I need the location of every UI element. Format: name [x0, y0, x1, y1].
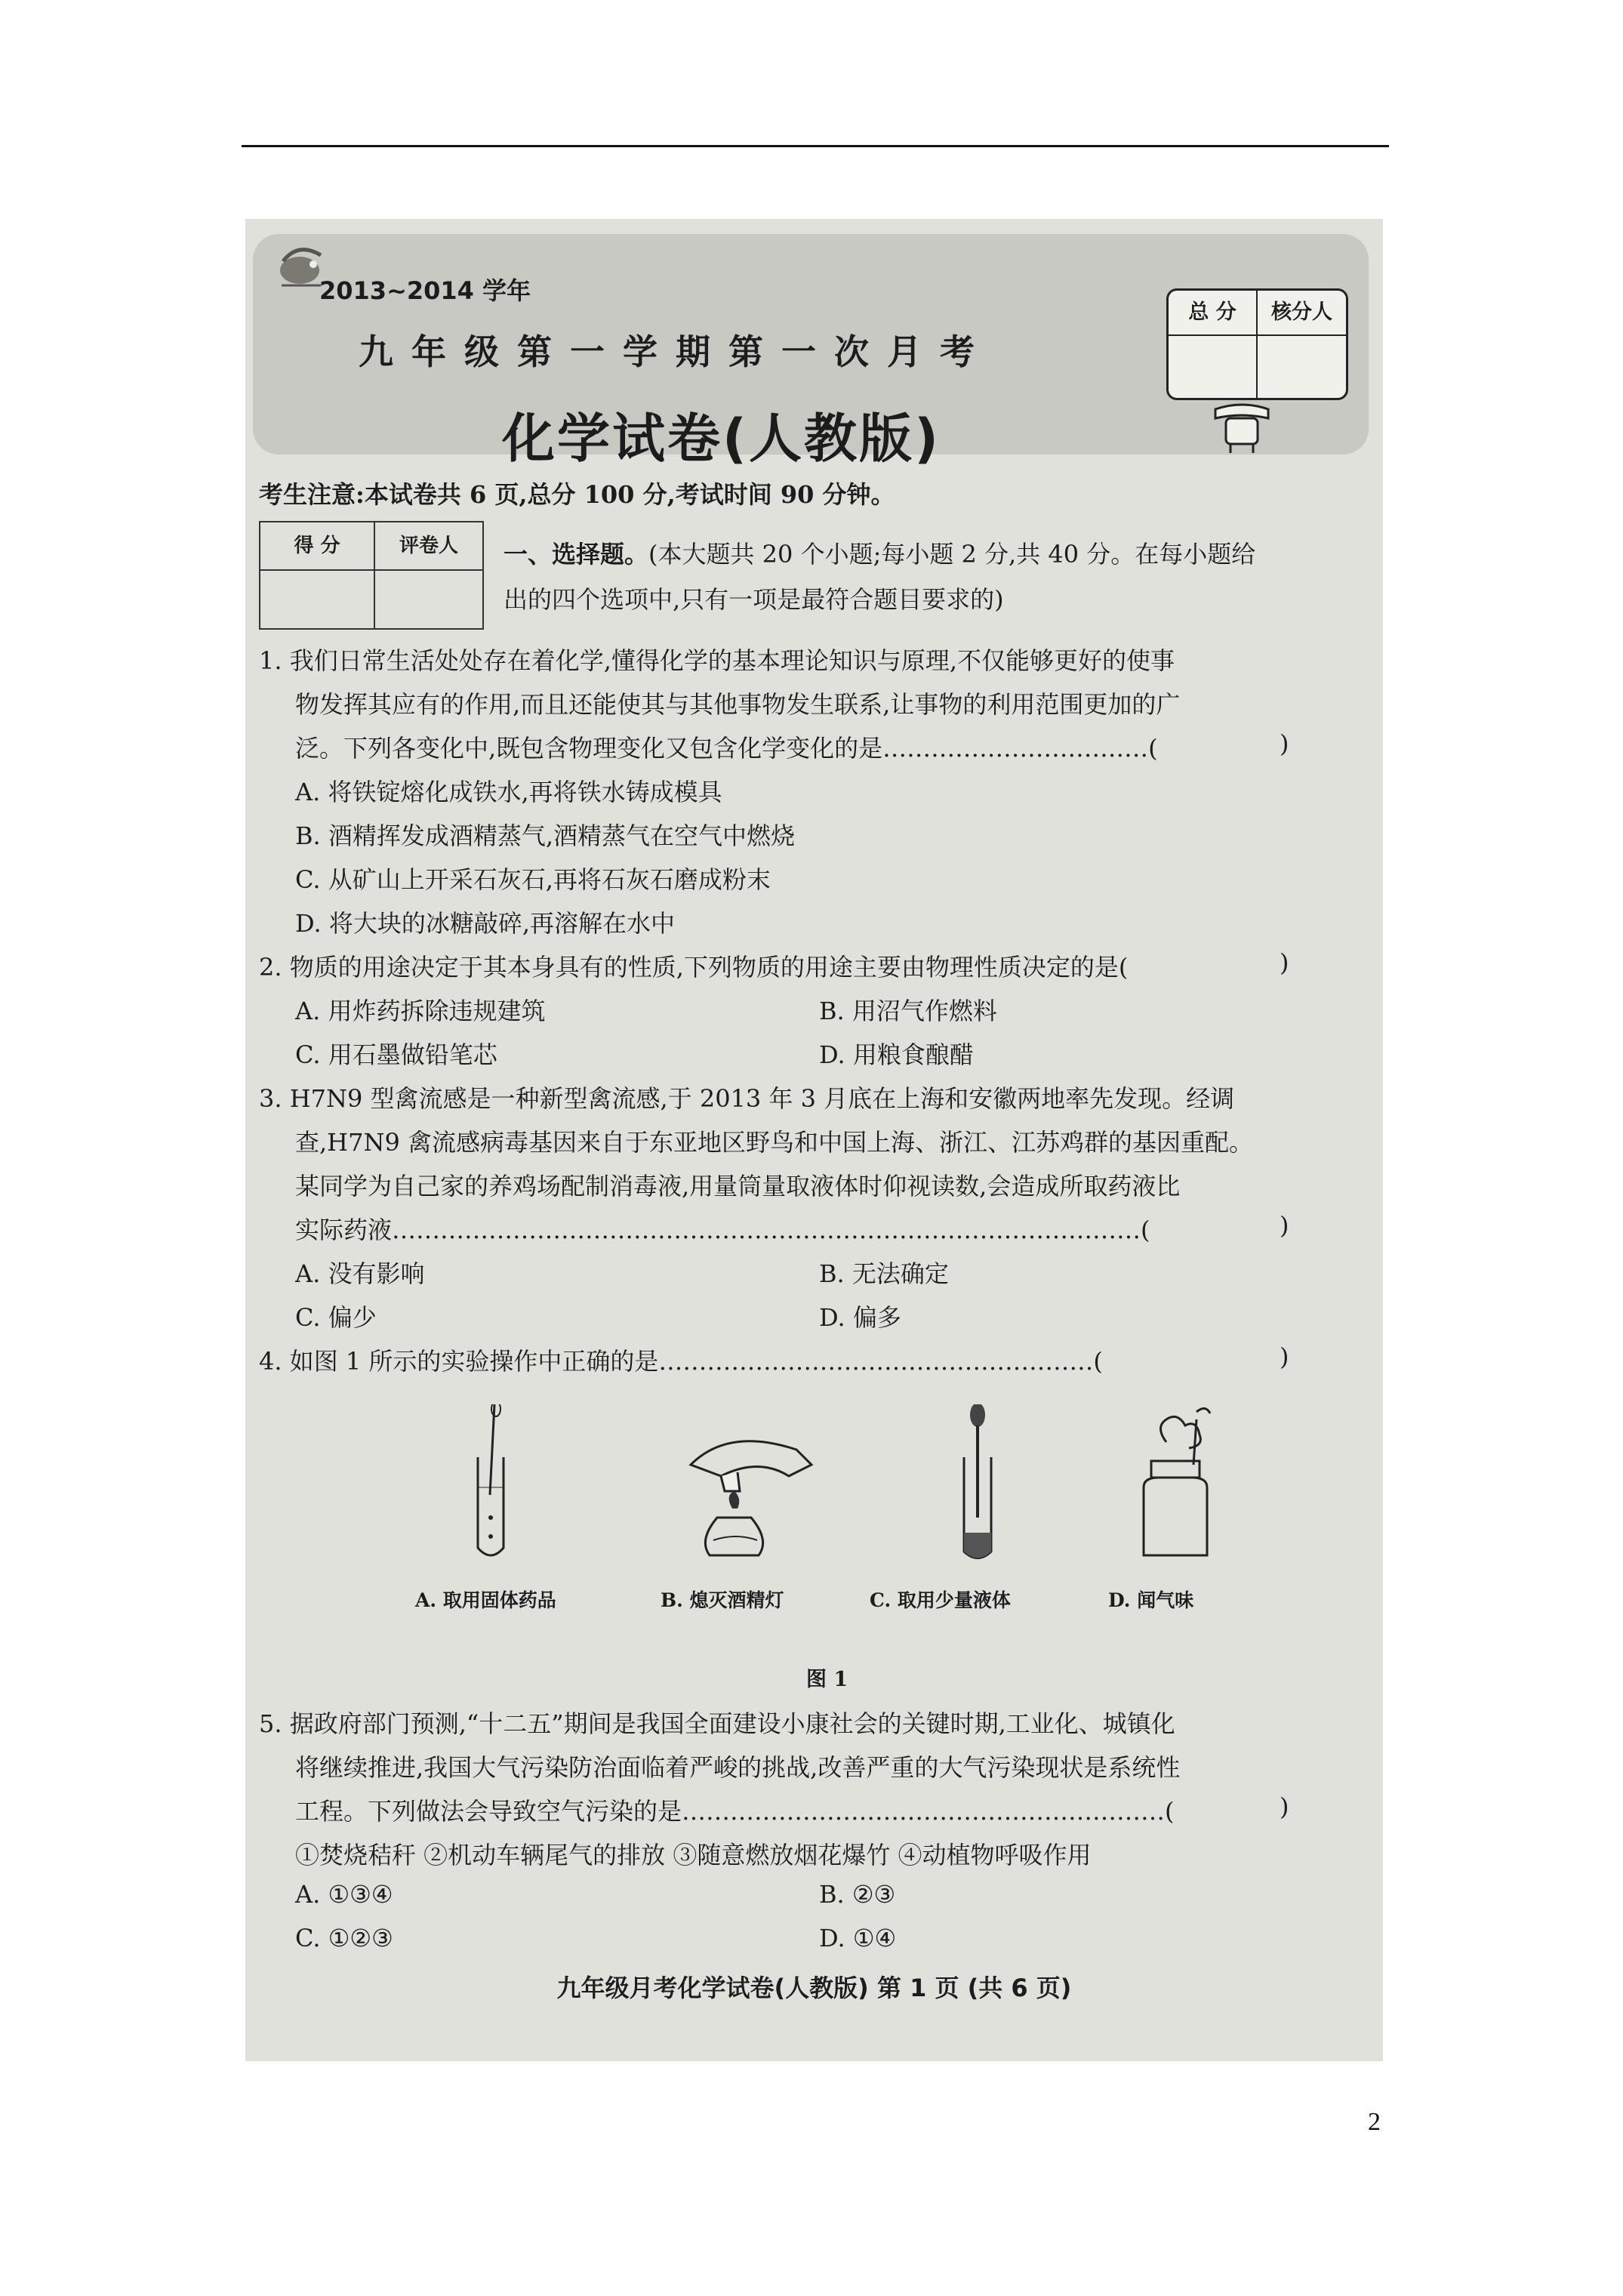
alcohol-lamp-icon: [668, 1419, 827, 1563]
q3-option-d: D. 偏多: [819, 1303, 901, 1332]
grade-table: [259, 521, 484, 630]
answer-paren: ): [1280, 948, 1289, 977]
q5-stem: 工程。下列做法会导致空气污染的是……………………………………………………(: [295, 1797, 1175, 1826]
figure-caption-d: D. 闻气味: [1108, 1589, 1194, 1611]
q2-option-a: A. 用炸药拆除违规建筑: [295, 997, 546, 1025]
section-desc: (本大题共 20 个小题;每小题 2 分,共 40 分。在每小题给: [648, 540, 1256, 569]
box-divider: [1256, 291, 1258, 398]
scanned-exam-page: [245, 219, 1383, 2061]
school-year: 2013~2014 学年: [319, 276, 531, 305]
score-header: 得 分: [294, 535, 340, 557]
q4-stem: 4. 如图 1 所示的实验操作中正确的是………………………………………………(: [259, 1347, 1103, 1376]
figure-caption-c: C. 取用少量液体: [870, 1589, 1011, 1611]
mascot-icon: [1208, 402, 1276, 455]
q2-option-c: C. 用石墨做铅笔芯: [295, 1040, 497, 1069]
score-checker-label: 核分人: [1271, 300, 1332, 324]
q5-stem: 5. 据政府部门预测,“十二五”期间是我国全面建设小康社会的关键时期,工业化、城镇化: [259, 1709, 1175, 1738]
q5-option-c: C. ①②③: [295, 1924, 393, 1952]
exam-subtitle: 化学试卷(人教版): [502, 408, 941, 470]
test-tube-solid-icon: [464, 1404, 517, 1563]
q1-option-d: D. 将大块的冰糖敲碎,再溶解在水中: [295, 909, 676, 938]
q3-stem: 查,H7N9 禽流感病毒基因来自于东亚地区野鸟和中国上海、浙江、江苏鸡群的基因重配。: [295, 1128, 1253, 1157]
total-score-box: [1166, 288, 1348, 400]
exam-notice: 考生注意:本试卷共 6 页,总分 100 分,考试时间 90 分钟。: [259, 480, 895, 509]
total-score-label: 总 分: [1188, 300, 1236, 324]
answer-paren: ): [1280, 1342, 1289, 1371]
q3-stem: 3. H7N9 型禽流感是一种新型禽流感,于 2013 年 3 月底在上海和安徽两地率先发现。经调: [259, 1084, 1235, 1113]
q5-stem: 将继续推进,我国大气污染防治面临着严峻的挑战,改善严重的大气污染现状是系统性: [295, 1753, 1181, 1782]
q5-items: ①焚烧秸秆 ②机动车辆尾气的排放 ③随意燃放烟花爆竹 ④动植物呼吸作用: [295, 1841, 1092, 1869]
figure-title: 图 1: [806, 1668, 848, 1691]
figure-caption-b: B. 熄灭酒精灯: [661, 1589, 784, 1611]
section-title: 一、选择题。: [504, 540, 649, 569]
q5-option-a: A. ①③④: [295, 1880, 393, 1909]
section-heading: [504, 532, 1364, 622]
q1-option-a: A. 将铁锭熔化成铁水,再将铁水铸成模具: [295, 778, 722, 806]
q5-option-d: D. ①④: [819, 1924, 897, 1952]
exam-header-banner: [253, 234, 1369, 470]
q1-stem: 泛。下列各变化中,既包含物理变化又包含化学变化的是……………………………(: [295, 734, 1158, 763]
table-divider: [260, 569, 482, 571]
q3-stem: 实际药液…………………………………………………………………………………(: [295, 1216, 1150, 1244]
table-divider: [374, 522, 375, 628]
q1-option-b: B. 酒精挥发成酒精蒸气,酒精蒸气在空气中燃烧: [295, 821, 796, 850]
q3-stem: 某同学为自己家的养鸡场配制消毒液,用量筒量取液体时仰视读数,会造成所取药液比: [295, 1172, 1181, 1200]
exam-page-footer: 九年级月考化学试卷(人教版) 第 1 页 (共 6 页): [556, 1974, 1072, 2002]
q2-option-d: D. 用粮食酿醋: [819, 1040, 974, 1069]
section-desc: 出的四个选项中,只有一项是最符合题目要求的): [504, 585, 1004, 614]
q5-option-b: B. ②③: [819, 1880, 896, 1909]
q3-option-a: A. 没有影响: [295, 1259, 425, 1288]
figure-caption-a: A. 取用固体药品: [415, 1589, 556, 1611]
answer-paren: ): [1280, 729, 1289, 758]
q2-stem: 2. 物质的用途决定于其本身具有的性质,下列物质的用途主要由物理性质决定的是(: [259, 953, 1129, 982]
top-rule: [242, 145, 1389, 147]
exam-title: 九年级第一学期第一次月考: [359, 331, 993, 372]
gas-bottle-icon: [1121, 1404, 1227, 1563]
q2-option-b: B. 用沼气作燃料: [819, 997, 997, 1025]
answer-paren: ): [1280, 1211, 1289, 1240]
box-divider: [1169, 334, 1346, 336]
document-page-number: 2: [1368, 2108, 1381, 2136]
answer-paren: ): [1280, 1792, 1289, 1821]
q3-option-b: B. 无法确定: [819, 1259, 949, 1288]
q1-option-c: C. 从矿山上开采石灰石,再将石灰石磨成粉末: [295, 865, 771, 894]
q3-option-c: C. 偏少: [295, 1303, 377, 1332]
q1-stem: 物发挥其应有的作用,而且还能使其与其他事物发生联系,让事物的利用范围更加的广: [295, 690, 1181, 719]
grader-header: 评卷人: [399, 535, 458, 557]
q1-stem: 1. 我们日常生活处处存在着化学,懂得化学的基本理论知识与原理,不仅能够更好的使事: [259, 646, 1175, 675]
test-tube-liquid-icon: [947, 1404, 1008, 1563]
